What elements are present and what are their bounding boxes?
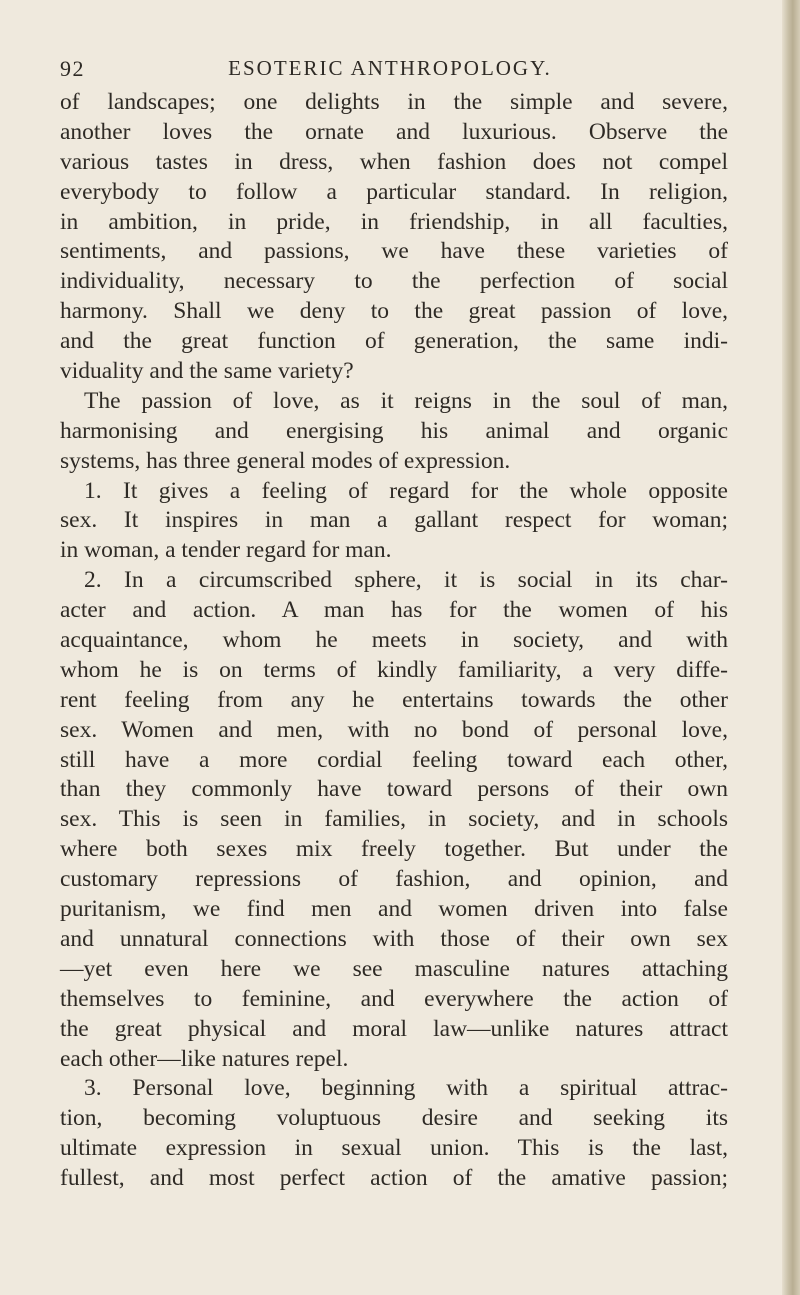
text-line: various tastes in dress, when fashion does not compel: [60, 148, 728, 175]
text-line: and unnatural connections with those of their own sex: [60, 925, 728, 952]
running-head: [60, 56, 720, 86]
text-line: sex. This is seen in families, in society, and in schools: [60, 806, 728, 833]
text-line: harmonising and energising his animal and organic: [60, 417, 728, 444]
text-line: everybody to follow a particular standard. In religion,: [60, 178, 728, 205]
page-number: 92: [60, 56, 85, 81]
text-line: ultimate expression in sexual union. This is the last,: [60, 1135, 728, 1162]
text-line: viduality and the same variety?: [60, 358, 354, 385]
text-line: puritanism, we find men and women driven into false: [60, 896, 728, 923]
text-line: harmony. Shall we deny to the great passion of love,: [60, 298, 728, 325]
text-line: The passion of love, as it reigns in the soul of man,: [84, 387, 728, 414]
text-line: fullest, and most perfect action of the amative passion;: [60, 1165, 728, 1192]
text-line: 2. In a circumscribed sphere, it is social in its char-: [84, 567, 728, 594]
text-line: 1. It gives a feeling of regard for the whole opposite: [84, 477, 728, 504]
text-line: acter and action. A man has for the women of his: [60, 597, 728, 624]
text-line: —yet even here we see masculine natures attaching: [60, 955, 728, 982]
text-line: where both sexes mix freely together. But under the: [60, 836, 728, 863]
page-edge: [782, 0, 800, 1295]
text-line: sex. It inspires in man a gallant respect for woman;: [60, 507, 728, 534]
text-line: individuality, necessary to the perfection of social: [60, 268, 728, 295]
text-line: rent feeling from any he entertains towards the other: [60, 686, 728, 713]
text-line: systems, has three general modes of expression.: [60, 447, 511, 474]
text-line: in ambition, in pride, in friendship, in all faculties,: [60, 208, 728, 235]
text-line: whom he is on terms of kindly familiarity, a very diffe-: [60, 656, 728, 683]
text-line: and the great function of generation, the same indi-: [60, 328, 728, 355]
text-line: themselves to feminine, and everywhere the action of: [60, 985, 728, 1012]
text-line: still have a more cordial feeling toward each other,: [60, 746, 728, 773]
text-line: each other—like natures repel.: [60, 1045, 349, 1072]
body-text: [60, 88, 728, 1194]
text-line: of landscapes; one delights in the simple and severe,: [60, 89, 728, 115]
text-line: in woman, a tender regard for man.: [60, 537, 392, 564]
text-line: another loves the ornate and luxurious. Observe the: [60, 118, 728, 145]
running-title: ESOTERIC ANTHROPOLOGY.: [228, 56, 552, 80]
text-line: the great physical and moral law—unlike natures attract: [60, 1015, 728, 1042]
text-line: customary repressions of fashion, and opinion, and: [60, 866, 728, 893]
text-line: sentiments, and passions, we have these varieties of: [60, 238, 728, 265]
text-line: sex. Women and men, with no bond of personal love,: [60, 716, 728, 743]
text-line: tion, becoming voluptuous desire and seeking its: [60, 1105, 728, 1132]
text-line: 3. Personal love, beginning with a spiritual attrac-: [84, 1075, 728, 1102]
text-line: than they commonly have toward persons of their own: [60, 776, 728, 803]
text-line: acquaintance, whom he meets in society, and with: [60, 627, 728, 654]
